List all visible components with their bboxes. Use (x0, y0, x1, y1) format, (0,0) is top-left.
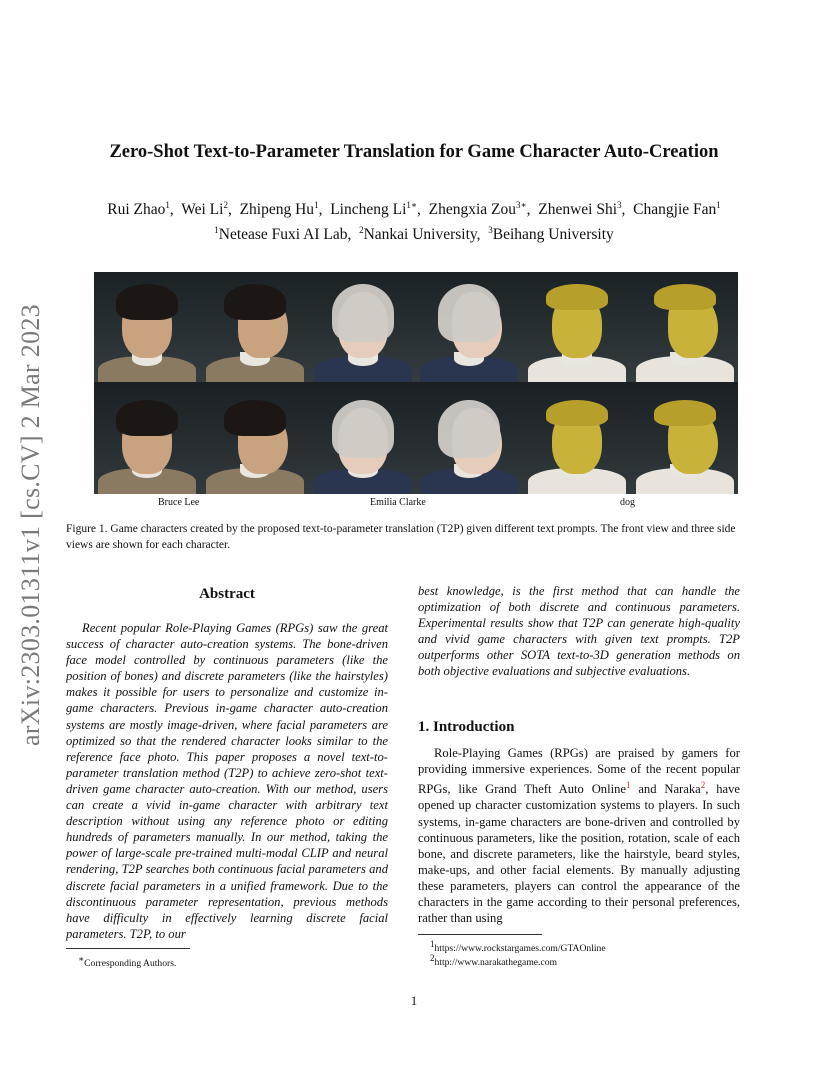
abstract-continuation: best knowledge, is the first method that can handle the optimization of both discrete and continuous parameters. Experimental results show that T2P can generate high-quality and vivid game characters with given text prompts. T2P outperforms other SOTA text-to-3D generation methods on both objective evaluations and subjective evaluations. (418, 584, 740, 679)
footnote-rule-right (418, 934, 542, 935)
footnote-1[interactable]: $^1$https://www.rockstargames.com/GTAOnline (430, 939, 606, 955)
character-dog-render (632, 280, 738, 382)
character-dog-render (524, 280, 630, 382)
caption-bruce-lee: Bruce Lee (158, 497, 200, 508)
introduction-heading: 1. Introduction (418, 719, 515, 735)
affiliation-list: $^1$Netease Fuxi AI Lab, $^2$Nankai University, $^3$Beihang University (214, 225, 614, 244)
affiliation: $^1$Netease Fuxi AI Lab (214, 225, 348, 244)
footnote-ref-1[interactable]: 1 (625, 780, 631, 791)
arxiv-identifier: arXiv:2303.01311v1 [cs.CV] 2 Mar 2023 (16, 304, 45, 746)
author: Wei Li$^2$ (181, 200, 228, 219)
author: Zhenwei Shi$^3$ (538, 200, 622, 219)
character-emilia-clarke-render (416, 280, 522, 382)
character-emilia-clarke-render (416, 392, 522, 494)
author: Zhengxia Zou$^{3∗}$ (428, 200, 527, 219)
character-hair (332, 400, 394, 458)
author: Zhipeng Hu$^1$ (239, 200, 319, 219)
author-list: Rui Zhao$^1$, Wei Li$^2$, Zhipeng Hu$^1$, Lincheng $Li^{1∗}$, Zhengxia Zou$^{3∗}$, Zhenwei Shi$^3$, Changjie Fan$^1$ (107, 200, 721, 219)
character-hair (116, 400, 178, 436)
author-block (40, 195, 788, 245)
introduction-text: Role-Playing Games (RPGs) are praised by gamers for providing immersive experiences. Some of the recent popular RPGs, like Grand Theft Auto Online$^1$ and Naraka$^2$, have opened up character customization systems to players. In such systems, in-game characters are bone-driven and controlled by continuous parameters, like the position, rotation, scale of each bone, and discrete parameters, like the hairstyle, beard styles, make-ups, and other facial elements. By manually adjusting these parameters, players can control the appearance of the characters in the game according to their personal preferences, rather than using (418, 746, 740, 926)
character-hair (224, 400, 286, 436)
character-hair (116, 284, 178, 320)
page-number: 1 (410, 994, 418, 1008)
author: Lincheng $Li^{1∗}$ (330, 200, 417, 219)
abstract-text: Recent popular Role-Playing Games (RPGs) saw the great success of character auto-creation systems. The bone-driven face model controlled by continuous parameters (like the position of bones) and discrete parameters (like the hairstyles) makes it possible for users to personalize and customize in-game characters. Previous in-game character auto-creation systems are mostly image-driven, where facial parameters are optimized so that the rendered character looks similar to the reference face photo. This paper proposes a novel text-to-parameter translation method (T2P) to achieve zero-shot text-driven game character auto-creation. With our method, users can create a vivid in-game character with arbitrary text description without using any reference photo or editing hundreds of parameters manually. In our method, taking the power of large-scale pre-trained multi-modal CLIP and neural rendering, T2P searches both continuous facial parameters and discrete facial parameters in a unified framework. Due to the discontinuous parameter representation, previous methods have difficulty in effectively learning discrete facial parameters. T2P, to our (66, 621, 388, 941)
caption-dog: dog (620, 497, 635, 508)
figure-row-top (94, 272, 738, 382)
affiliation: $^2$Nankai University (359, 225, 477, 244)
character-bruce-lee-render (202, 392, 308, 494)
character-bruce-lee-render (94, 280, 200, 382)
character-hair (546, 284, 608, 310)
figure-row-bottom (94, 384, 738, 494)
author: Rui Zhao$^1$ (107, 200, 170, 219)
affiliation: $^3$Beihang University (488, 225, 614, 244)
footnote-ref-2[interactable]: 2 (700, 780, 706, 791)
character-hair (654, 400, 716, 426)
abstract-heading: Abstract (199, 586, 255, 602)
figure-subcaptions (94, 497, 738, 513)
footnote-rule-left (66, 948, 190, 949)
character-hair (546, 400, 608, 426)
footnote-2[interactable]: $^2$http://www.narakathegame.com (430, 953, 557, 969)
character-hair (438, 284, 500, 342)
teaser-figure (94, 272, 738, 494)
character-emilia-clarke-render (310, 280, 416, 382)
caption-emilia-clarke: Emilia Clarke (370, 497, 426, 508)
footnote-corresponding: ∗Corresponding Authors. (78, 954, 177, 970)
character-hair (438, 400, 500, 458)
character-bruce-lee-render (94, 392, 200, 494)
author: Changjie Fan$^1$ (633, 200, 721, 219)
character-dog-render (524, 392, 630, 494)
character-hair (332, 284, 394, 342)
paper-title: Zero-Shot Text-to-Parameter Translation for Game Character Auto-Creation (109, 142, 719, 162)
character-emilia-clarke-render (310, 392, 416, 494)
character-hair (654, 284, 716, 310)
character-dog-render (632, 392, 738, 494)
character-hair (224, 284, 286, 320)
character-bruce-lee-render (202, 280, 308, 382)
figure-caption: Figure 1. Game characters created by the proposed text-to-parameter translation (T2P) given different text prompts. The front view and three side views are shown for each character. (66, 523, 736, 551)
